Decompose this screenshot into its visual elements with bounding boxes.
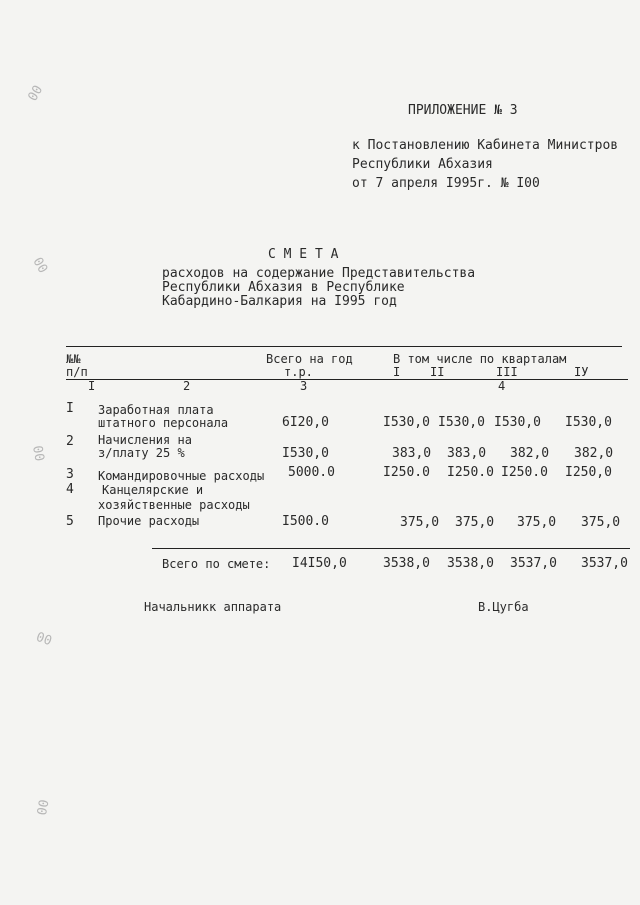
grand-total: I4I50,0 (292, 556, 347, 571)
total-q4: 3537,0 (581, 556, 628, 571)
document-subtitle: Кабардино-Балкария на I995 год (162, 294, 397, 309)
row-q1: 375,0 (400, 515, 440, 530)
row-number: I (66, 401, 74, 416)
column-number: 4 (498, 379, 506, 393)
row-q3: 375,0 (517, 515, 557, 530)
column-number: 2 (183, 379, 191, 393)
row-name: Заработная плата (98, 403, 214, 417)
row-q4: I250,0 (565, 465, 612, 480)
document-title: С М Е Т А (268, 247, 339, 262)
header-num: №№ (66, 352, 81, 366)
row-q1: I250.0 (383, 465, 430, 480)
row-q1: I530,0 (383, 415, 430, 430)
row-name: Прочие расходы (98, 514, 200, 528)
row-name: Командировочные расходы (98, 469, 265, 483)
row-total: I530,0 (282, 446, 329, 461)
row-name: Начисления на (98, 433, 192, 447)
signature-position: Начальникк аппарата (144, 600, 282, 614)
column-number: 3 (300, 379, 308, 393)
row-number: 3 (66, 467, 74, 482)
row-q4: I530,0 (565, 415, 612, 430)
row-q1: 383,0 (392, 446, 432, 461)
row-total: 6I20,0 (282, 415, 329, 430)
total-q2: 3538,0 (447, 556, 494, 571)
row-q4: 375,0 (581, 515, 621, 530)
header-num: п/п (66, 365, 88, 379)
header-rule (66, 379, 628, 380)
row-name: штатного персонала (98, 416, 229, 430)
total-q1: 3538,0 (383, 556, 430, 571)
header-quarter: II (430, 365, 445, 379)
row-q2: 383,0 (447, 446, 487, 461)
header-total-unit: т.р. (284, 365, 313, 379)
header-quarter: IУ (574, 365, 589, 379)
total-q3: 3537,0 (510, 556, 557, 571)
row-total: I500.0 (282, 514, 329, 529)
appendix-title: ПРИЛОЖЕНИЕ № 3 (408, 103, 518, 118)
punch-hole-mark: 00 (29, 444, 47, 463)
row-q2: I250.0 (447, 465, 494, 480)
total-label: Всего по смете: (162, 557, 271, 571)
row-number: 5 (66, 514, 74, 529)
row-q2: 375,0 (455, 515, 495, 530)
appendix-line: от 7 апреля I995г. № I00 (352, 176, 540, 191)
row-q4: 382,0 (574, 446, 614, 461)
row-name: з/плату 25 % (98, 446, 185, 460)
row-name: Канцелярские и (102, 483, 204, 497)
row-total: 5000.0 (288, 465, 335, 480)
appendix-line: к Постановлению Кабинета Министров (352, 138, 619, 153)
total-rule (152, 548, 630, 549)
row-number: 4 (66, 482, 74, 497)
table-top-rule (66, 346, 622, 347)
row-number: 2 (66, 434, 74, 449)
punch-hole-mark: 00 (25, 82, 47, 105)
appendix-line: Республики Абхазия (352, 157, 493, 172)
row-q3: 382,0 (510, 446, 550, 461)
document-subtitle: Республики Абхазия в Республике (162, 280, 405, 295)
column-number: I (88, 379, 96, 393)
row-q3: I530,0 (494, 415, 541, 430)
signature-name: В.Цугба (478, 600, 529, 614)
header-quarters: В том числе по кварталам (393, 352, 567, 366)
punch-hole-mark: 00 (35, 798, 53, 817)
row-q2: I530,0 (438, 415, 485, 430)
header-quarter: III (496, 365, 518, 379)
punch-hole-mark: 00 (29, 254, 51, 277)
row-q3: I250.0 (501, 465, 548, 480)
row-name: хозяйственные расходы (98, 498, 250, 512)
header-total: Всего на год (266, 352, 353, 366)
punch-hole-mark: 00 (33, 629, 54, 650)
header-quarter: I (393, 365, 401, 379)
document-subtitle: расходов на содержание Представительства (162, 266, 476, 281)
